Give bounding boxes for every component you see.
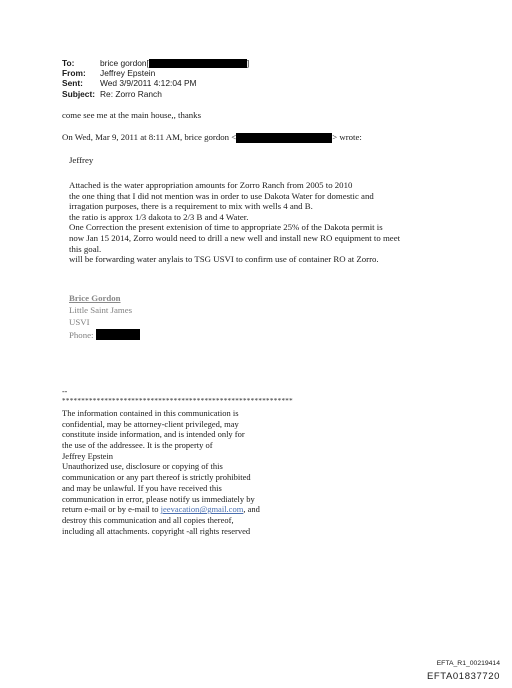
- signature-line2: USVI: [69, 317, 90, 327]
- disclaimer-line: communication or any part thereof is strictly prohibited: [62, 472, 251, 483]
- disclaimer-email-line: return e-mail or by e-mail to jeevacation@gmail.com, and: [62, 504, 260, 515]
- body-line: the one thing that I did not mention was in order to use Dakota Water for domestic and: [69, 190, 374, 201]
- disclaimer-line: and may be unlawful. If you have received this: [62, 482, 222, 493]
- signature-name: Brice Gordon: [69, 293, 121, 303]
- sent-value: Wed 3/9/2011 4:12:04 PM: [100, 78, 197, 89]
- separator-dash: --: [62, 387, 68, 396]
- subject-value: Re: Zorro Ranch: [100, 88, 162, 99]
- signature-line1: Little Saint James: [69, 305, 133, 315]
- body-line: the ratio is approx 1/3 dakota to 2/3 B and 4 Water.: [69, 211, 249, 222]
- from-row: [62, 68, 249, 78]
- to-row: [62, 58, 249, 68]
- from-value: Jeffrey Epstein: [100, 68, 156, 79]
- document-id-2: EFTA01837720: [426, 671, 500, 682]
- disclaimer-line: communication in error, please notify us immediately by: [62, 493, 255, 504]
- subject-row: [62, 89, 249, 99]
- quote-intro: On Wed, Mar 9, 2011 at 8:11 AM, brice gordon < > wrote:: [62, 132, 362, 142]
- disclaimer-line: Jeffrey Epstein: [62, 450, 114, 461]
- body-line: One Correction the present extenision of time to appropriate 25% of the Dakota permit is: [69, 222, 383, 233]
- sent-label: Sent:: [62, 78, 83, 89]
- email-link[interactable]: jeevacation@gmail.com: [160, 504, 244, 515]
- email-header: [62, 58, 249, 99]
- redaction-bar: [96, 329, 140, 340]
- reply-text: come see me at the main house,, thanks: [62, 110, 201, 120]
- redaction-bar: [149, 59, 247, 68]
- disclaimer-line: The information contained in this communication is: [62, 408, 239, 418]
- message-body: [69, 180, 400, 265]
- body-line: Attached is the water appropriation amounts for Zorro Ranch from 2005 to 2010: [69, 180, 353, 190]
- disclaimer-line: Unauthorized use, disclosure or copying of this: [62, 461, 223, 472]
- disclaimer-line: confidential, may be attorney-client privileged, may: [62, 418, 239, 429]
- from-label: From:: [62, 68, 86, 79]
- body-line: irragation purposes, there is a requirement to mix with wells 4 and B.: [69, 201, 313, 212]
- body-line: this goal.: [69, 243, 102, 254]
- subject-label: Subject:: [62, 88, 96, 99]
- signature-phone: Phone:: [69, 329, 140, 341]
- document-id-1: EFTA_R1_00219414: [436, 660, 500, 667]
- to-label: To:: [62, 58, 75, 68]
- body-line: now Jan 15 2014, Zorro would need to drill a new well and install new RO equipment to meet: [69, 232, 401, 243]
- disclaimer-line: including all attachments. copyright -all rights reserved: [62, 525, 251, 536]
- body-line: will be forwarding water anylais to TSG USVI to confirm use of container RO at Zorro.: [69, 254, 379, 265]
- separator-stars: ************************************************************: [62, 397, 293, 405]
- greeting: Jeffrey: [69, 155, 94, 165]
- redaction-bar: [236, 133, 332, 143]
- disclaimer-line: constitute inside information, and is intended only for: [62, 429, 245, 440]
- sent-row: [62, 78, 249, 88]
- to-value: brice gordon[ ]: [100, 58, 250, 68]
- disclaimer-line: the use of the addressee. It is the property of: [62, 440, 213, 451]
- disclaimer-line: destroy this communication and all copies thereof,: [62, 514, 234, 525]
- disclaimer: [62, 408, 260, 536]
